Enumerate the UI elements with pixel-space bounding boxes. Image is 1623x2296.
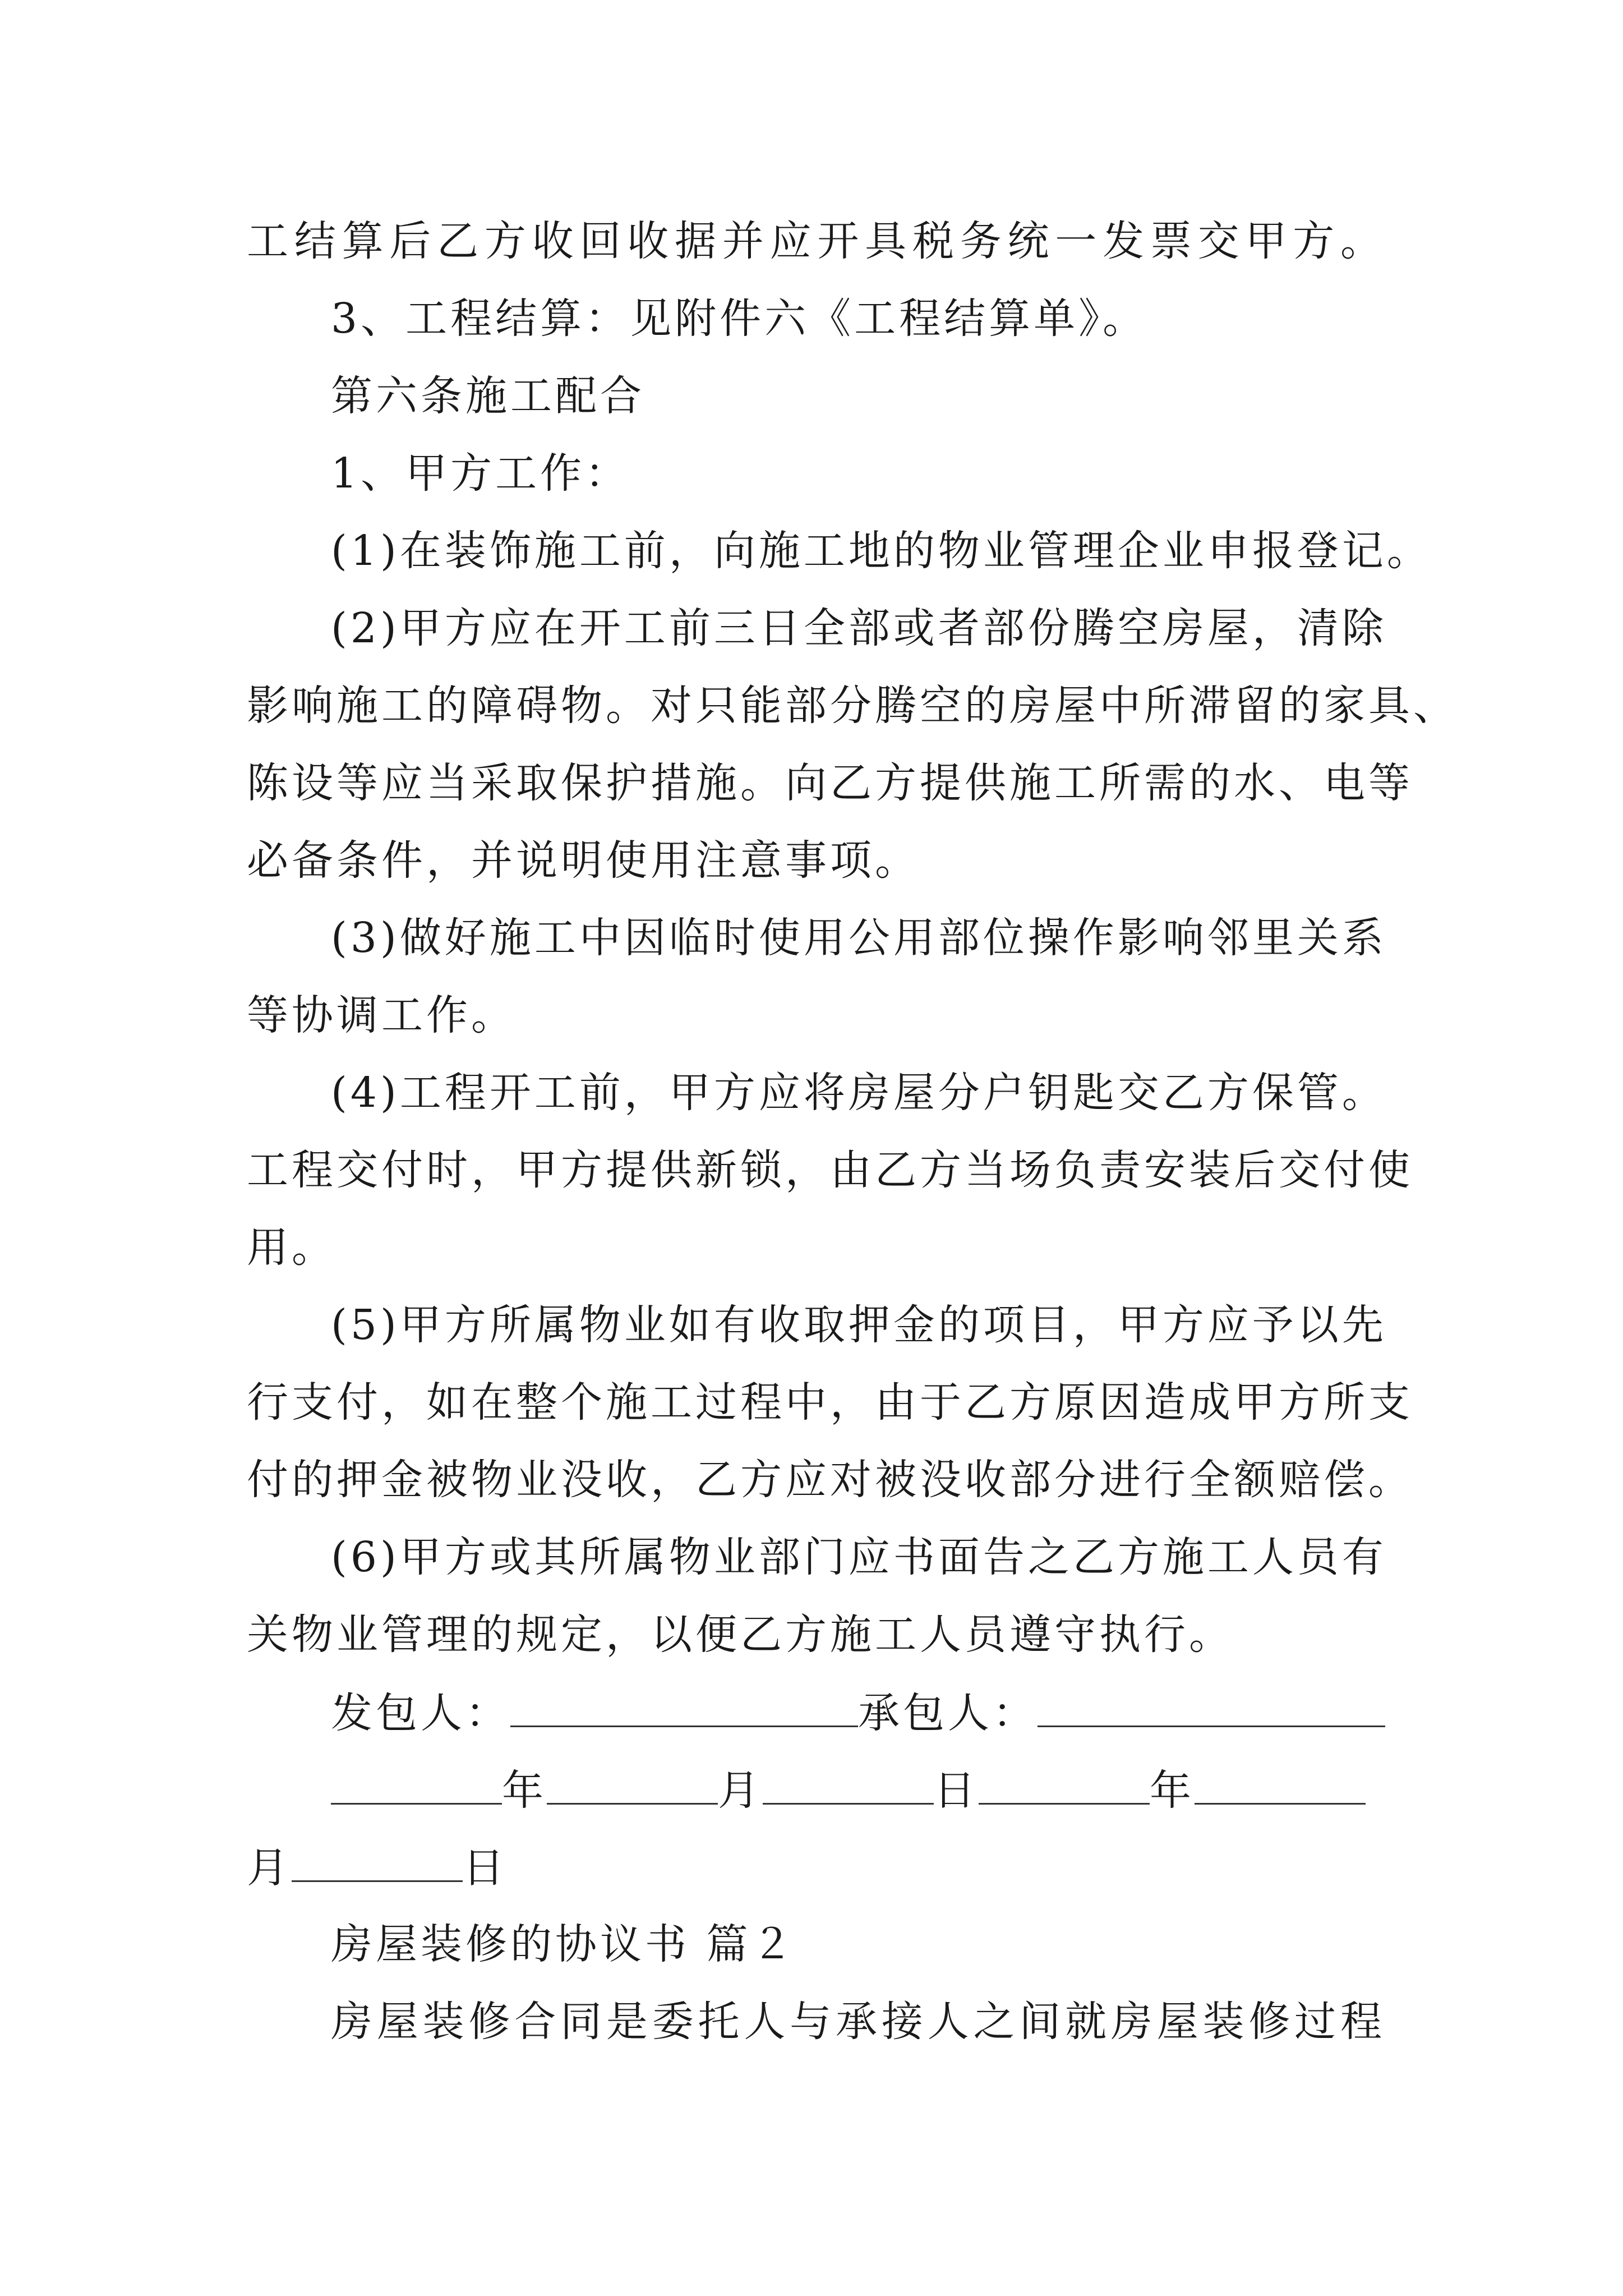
section-heading: 第六条施工配合 (331, 372, 645, 420)
paragraph-line: (4)工程开工前，甲方应将房屋分户钥匙交乙方保管。 (331, 1069, 1387, 1117)
paragraph-line: 必备条件，并说明使用注意事项。 (247, 836, 920, 885)
party-b-blank (1038, 1684, 1385, 1727)
year-blank (331, 1761, 502, 1805)
paragraph-line: 用。 (247, 1223, 336, 1272)
paragraph-line: (1)在装饰施工前，向施工地的物业管理企业申报登记。 (331, 527, 1432, 575)
month-blank-2-start (1195, 1761, 1366, 1805)
date-line-continued (247, 1839, 1385, 1895)
paragraph-line: 3、工程结算：见附件六《工程结算单》。 (331, 295, 1148, 343)
month-label: 月 (718, 1766, 763, 1815)
paragraph-line: 工结算后乙方收回收据并应开具税务统一发票交甲方。 (247, 217, 1385, 265)
year-blank-2 (979, 1761, 1150, 1805)
paragraph-line: 工程交付时，甲方提供新锁，由乙方当场负责安装后交付使 (247, 1146, 1413, 1194)
day-blank-2 (292, 1839, 463, 1882)
month-blank (547, 1761, 718, 1805)
paragraph-line: 影响施工的障碍物。对只能部分腾空的房屋中所滞留的家具、 (247, 682, 1458, 730)
party-a-blank (510, 1684, 858, 1727)
paragraph-line: 房屋装修合同是委托人与承接人之间就房屋装修过程 (331, 1998, 1385, 2046)
paragraph-line: 1、甲方工作： (331, 449, 630, 498)
paragraph-line: 陈设等应当采取保护措施。向乙方提供施工所需的水、电等 (247, 759, 1413, 807)
paragraph-line: (3)做好施工中因临时使用公用部位操作影响邻里关系 (331, 914, 1387, 962)
month-label-2: 月 (247, 1844, 292, 1892)
paragraph-line: 行支付，如在整个施工过程中，由于乙方原因造成甲方所支 (247, 1378, 1413, 1427)
signature-line (247, 1684, 1385, 1740)
day-label: 日 (934, 1766, 979, 1815)
day-label-2: 日 (463, 1844, 508, 1892)
paragraph-line: 关物业管理的规定，以便乙方施工人员遵守执行。 (247, 1611, 1234, 1659)
date-line (247, 1761, 1385, 1818)
year-label-2: 年 (1150, 1766, 1195, 1815)
paragraph-line: 等协调工作。 (247, 991, 516, 1039)
section-title: 房屋装修的协议书 篇２ (331, 1920, 796, 1968)
paragraph-line: (2)甲方应在开工前三日全部或者部份腾空房屋，清除 (331, 604, 1387, 652)
paragraph-line: (6)甲方或其所属物业部门应书面告之乙方施工人员有 (331, 1533, 1387, 1581)
paragraph-line: 付的押金被物业没收，乙方应对被没收部分进行全额赔偿。 (247, 1456, 1413, 1504)
party-b-label: 承包人： (858, 1689, 1038, 1737)
paragraph-line: (5)甲方所属物业如有收取押金的项目，甲方应予以先 (331, 1301, 1387, 1349)
year-label: 年 (502, 1766, 547, 1815)
party-a-label: 发包人： (331, 1689, 510, 1737)
day-blank (763, 1761, 934, 1805)
